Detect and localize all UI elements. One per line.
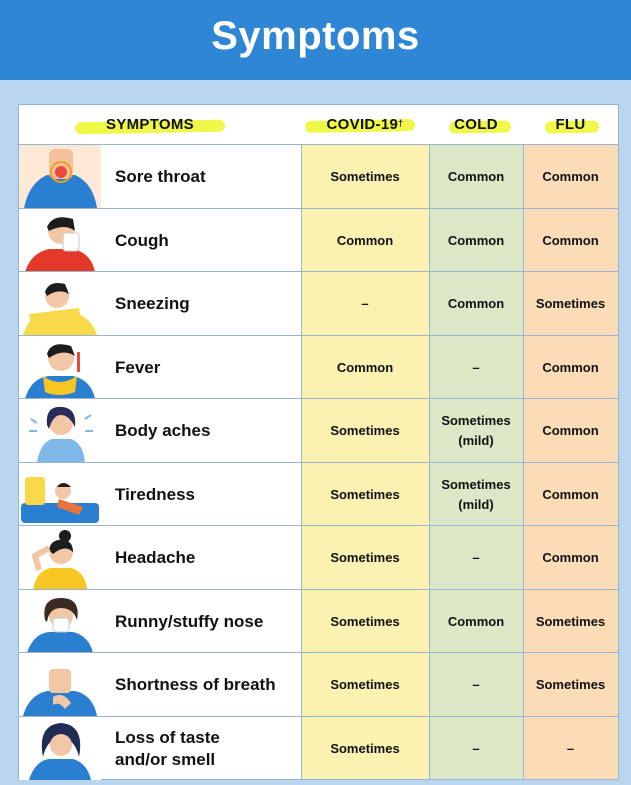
cold-value: – [472,740,480,756]
flu-value: Common [542,359,599,375]
covid-value: Sometimes [330,486,400,502]
fever-icon [19,336,101,399]
flu-value: Common [542,486,599,502]
table-header-row [19,105,618,144]
table-row [19,717,618,780]
flu-value: Common [542,422,599,438]
covid-value: Sometimes [330,676,400,692]
table-row [19,590,618,653]
footnote-mark: † [398,117,404,128]
flu-value: Sometimes [535,295,606,311]
covid-value: Sometimes [330,168,400,184]
symptom-name: Body aches [115,420,211,440]
cold-value: Common [447,613,505,629]
covid-value: Common [336,232,394,248]
symptom-name: Sore throat [115,166,206,186]
symptom-name: Runny/stuffy nose [115,611,264,631]
table-row [19,653,618,716]
covid-value: Sometimes [330,422,400,438]
table-row [19,145,618,208]
symptom-name: Shortness of breath [115,674,276,694]
flu-value: Common [542,549,599,565]
cold-value: Sometimes (mild) [441,412,511,448]
flu-value: – [566,740,575,756]
headache-icon [19,526,101,589]
covid-value: – [361,295,369,311]
body-aches-icon [19,399,101,462]
tiredness-icon [19,463,101,526]
loss-of-taste-icon [19,717,101,780]
header-symptoms [75,105,225,144]
table-row [19,399,618,462]
title-banner [0,0,631,80]
flu-value: Common [542,232,599,248]
page-title: Symptoms [211,13,420,58]
flu-value: Common [542,168,599,184]
runny-nose-icon [19,590,101,653]
table-row [19,209,618,272]
covid-value: Sometimes [330,549,400,565]
covid-value: Common [336,359,394,375]
header-covid [301,105,429,144]
cold-value: Common [447,168,505,184]
symptom-name: Fever [115,357,161,377]
sneezing-icon [19,272,101,335]
flu-value: Sometimes [535,613,606,629]
table-row [19,336,618,399]
symptom-name: Tiredness [115,484,196,504]
header-symptoms-label: SYMPTOMS [106,116,194,133]
shortness-of-breath-icon [19,653,101,716]
table-row [19,463,618,526]
flu-value: Sometimes [535,676,606,692]
header-flu-label: FLU [555,116,586,133]
header-divider [19,144,618,145]
cold-value: – [472,359,480,375]
covid-value: Sometimes [330,740,400,756]
header-covid-label: COVID-19 [326,116,399,133]
cold-value: Sometimes (mild) [441,476,511,512]
cold-value: Common [447,295,505,311]
symptoms-table [18,104,619,780]
symptom-name: Headache [115,547,196,567]
symptom-name: Cough [115,230,169,250]
cold-value: – [472,549,480,565]
symptom-name: Loss of taste and/or smell [115,727,220,769]
table-row [19,526,618,589]
cold-value: – [472,676,480,692]
table-row [19,272,618,335]
header-cold-label: COLD [454,116,498,133]
cough-icon [19,209,101,272]
header-cold [429,105,523,144]
cold-value: Common [447,232,505,248]
covid-value: Sometimes [330,613,400,629]
sore-throat-icon [19,145,101,208]
header-flu [523,105,618,144]
symptom-name: Sneezing [115,293,190,313]
